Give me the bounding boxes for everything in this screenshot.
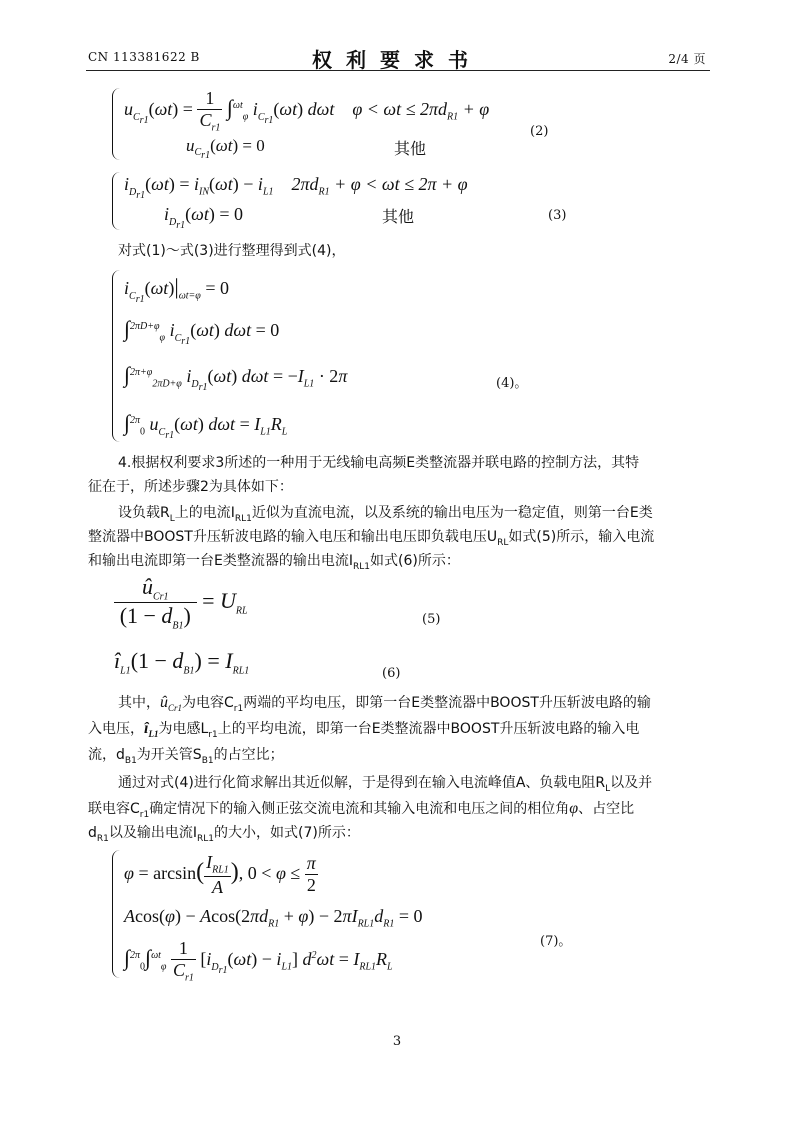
- eq3-otherwise: 其他: [382, 207, 415, 226]
- eq5-number: (5): [422, 612, 441, 627]
- eq5: $\frac{û_{Cr1}}{(1 - d_{B1})}$ = $U_{RL}$: [114, 574, 248, 632]
- para3-line3: $d_{R1}$以及输出电流$I_{RL1}$的大小，如式(7)所示：: [88, 825, 360, 844]
- page-number: 3: [392, 1034, 402, 1049]
- eq2-otherwise: 其他: [394, 139, 427, 158]
- eq4-line1: $i_{C_{r1}}(\omega t)|_{\omega t=\varphi} = 0$: [124, 274, 229, 305]
- para3-line2: 联电容$C_{r1}$确定情况下的输入侧正弦交流电流和其输入电流和电压之间的相位角φ、占空比: [88, 800, 635, 820]
- para1-line2: 整流器中BOOST升压斩波电路的输入电压和输出电压即负载电压$U_{RL}$如式(5)所示，输入电流: [88, 529, 655, 548]
- eq2-line1: $u_{C_{r1}}(\omega t)$ = $\frac{1}{C_{r1}}$ ∫$^{\omega t}_\varphi$ $i_{C_{r1}}(\omega t)$ dωt $\varphi < \omega t \le 2\pi d_{R1} + \varphi$: [124, 88, 490, 134]
- claim4-line2: 征在于，所述步骤2为具体如下：: [88, 479, 293, 495]
- eq7-line1: φ = arcsin( $\frac{I_{RL1}}{A}$ ), 0 < φ ≤ $\frac{\pi}{2}$: [124, 852, 316, 897]
- eq3-line1: $i_{D_{r1}}(\omega t) = i_{IN}(\omega t) - i_{L1}$ $2\pi d_{R1} + \varphi < \omega t \le 2\pi + \varphi$: [124, 174, 468, 201]
- para3-line1: 通过对式(4)进行化简求解出其近似解，于是得到在输入电流峰值A、负载电阻$R_L$以及并: [118, 775, 653, 794]
- eq7-brace: [112, 850, 121, 978]
- eq2-brace: [112, 88, 121, 160]
- eq3-number: (3): [548, 208, 567, 223]
- eq2-number: (2): [530, 124, 549, 139]
- eq4-line4: ∫$^{2\pi}_0$ $u_{C_{r1}}(\omega t) d\omega t = I_{L1}R_L$: [124, 410, 288, 441]
- para1-line1: 设负载$R_L$上的电流$I_{RL1}$近似为直流电流，以及系统的输出电压为一稳定值，则第一台E类: [118, 505, 653, 524]
- eq7-line3: ∫$^{2\pi}_0$∫$^{\omega t}_\varphi$ $\frac{1}{C_{r1}}$ $[i_{D_{r1}}(\omega t) - i_{L1}] d^2\omega t = I_{RL1}R_L$: [124, 938, 393, 984]
- page-count: 2/4 页: [668, 52, 706, 66]
- para2-line2: 入电压，$î_{L1}$为电感$L_{r1}$上的平均电流，即第一台E类整流器中BOOST升压斩波电路的输入电: [88, 720, 640, 740]
- eq3-line2: $i_{D_{r1}}(\omega t) = 0$: [164, 204, 244, 231]
- eq7-number: (7)。: [540, 934, 572, 949]
- eq4-line2: ∫$^{2\pi D+\varphi}_\varphi$ $i_{C_{r1}}(\omega t) d\omega t = 0$: [124, 316, 280, 347]
- eq6-number: (6): [382, 666, 401, 681]
- text-rearrange: 对式(1)～式(3)进行整理得到式(4)，: [118, 243, 346, 259]
- para2-line3: 流，$d_{B1}$为开关管$S_{B1}$的占空比；: [88, 747, 284, 766]
- eq2-line2: $u_{C_{r1}}(\omega t) = 0$: [186, 136, 265, 162]
- eq6: $î_{L1}(1 - d_{B1}) = I_{RL1}$: [114, 648, 250, 677]
- header-divider: [86, 70, 710, 71]
- patent-number: CN 113381622 B: [88, 50, 200, 64]
- eq3-brace: [112, 172, 121, 230]
- eq4-line3: ∫$^{2\pi+\varphi}_{2\pi D+\varphi}$ $i_{D_{r1}}(\omega t) d\omega t = -I_{L1} \cdot 2\pi$: [124, 362, 348, 393]
- eq4-brace: [112, 270, 121, 442]
- page-title: 权利要求书: [312, 48, 482, 72]
- claim4-line1: 4.根据权利要求3所述的一种用于无线输电高频E类整流器并联电路的控制方法，其特: [118, 455, 640, 471]
- eq4-number: (4)。: [496, 376, 528, 391]
- eq7-line2: $Acos(\varphi) - Acos(2\pi d_{R1} + \varphi) - 2\pi I_{RL1}d_{R1} = 0$: [124, 906, 423, 930]
- para1-line3: 和输出电流即第一台E类整流器的输出电流$I_{RL1}$如式(6)所示：: [88, 553, 460, 572]
- para2-line1: 其中，$û_{Cr1}$为电容$C_{r1}$两端的平均电压，即第一台E类整流器中BOOST升压斩波电路的输: [118, 694, 651, 714]
